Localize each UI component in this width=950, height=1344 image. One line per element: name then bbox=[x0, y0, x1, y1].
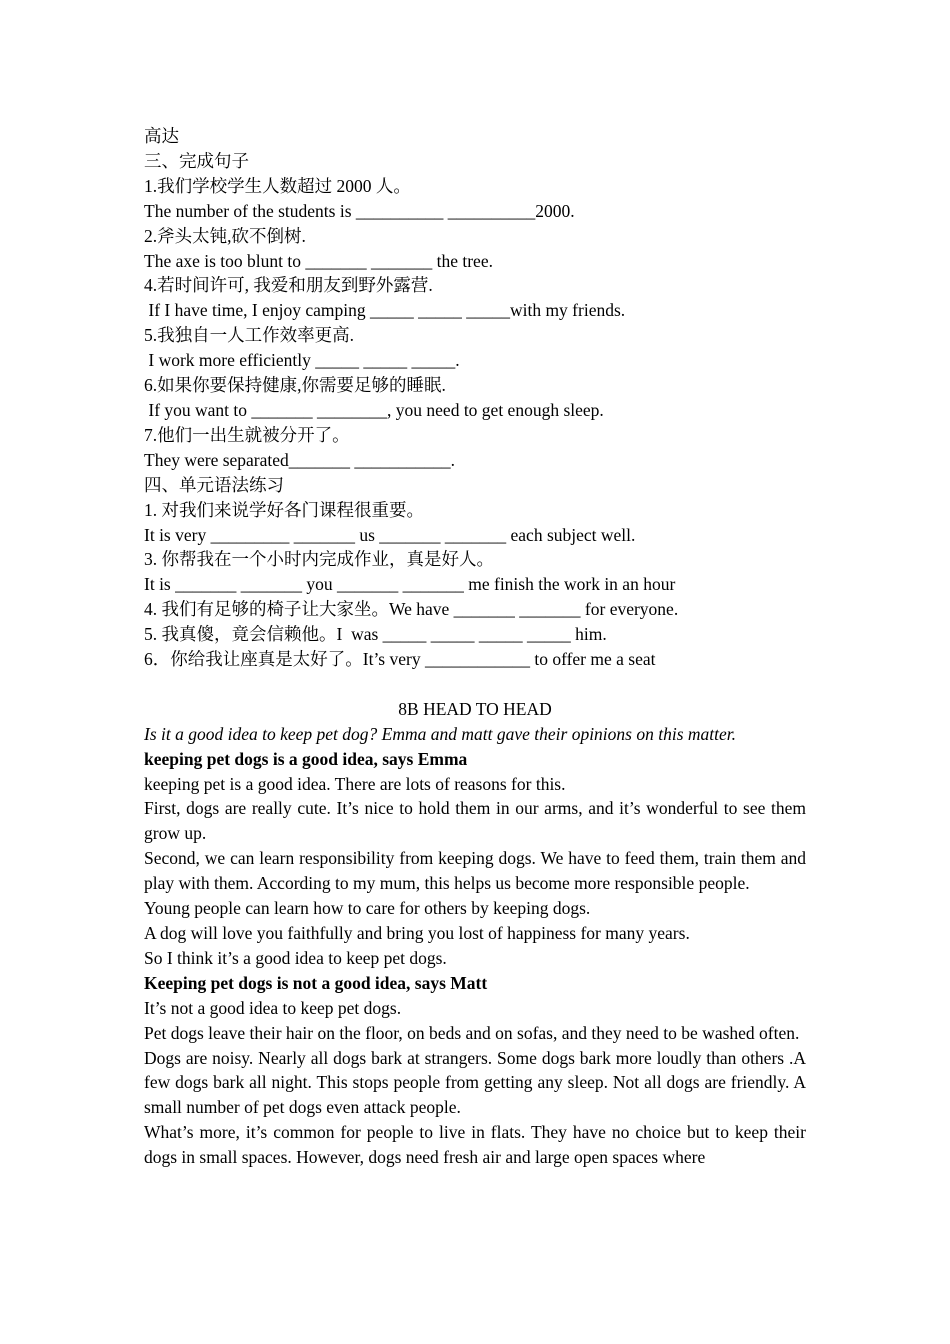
matt-paragraph: It’s not a good idea to keep pet dogs. bbox=[144, 997, 402, 1018]
exercise-section bbox=[144, 124, 806, 672]
question-blank-line: 4. 我们有足够的椅子让大家坐。We have _______ _______ for everyone. bbox=[144, 599, 679, 620]
question-prompt: 3. 你帮我在一个小时内完成作业，真是好人。 bbox=[144, 549, 494, 570]
question-blank-line: They were separated_______ ___________. bbox=[144, 449, 456, 470]
matt-heading: Keeping pet dogs is not a good idea, says Matt bbox=[144, 972, 488, 993]
text-line: 高达 bbox=[144, 126, 179, 146]
question-prompt: 7.他们一出生就被分开了。 bbox=[144, 424, 350, 445]
question-blank-line: 6．你给我让座真是太好了。It’s very ____________ to offer me a seat bbox=[144, 649, 656, 670]
emma-paragraph: So I think it’s a good idea to keep pet dogs. bbox=[144, 947, 447, 968]
matt-paragraph: What’s more, it’s common for people to live in flats. They have no choice but to keep their dogs in small spaces. However, dogs need fresh air and large open spaces where bbox=[144, 1122, 806, 1168]
spacer bbox=[144, 672, 806, 697]
section-heading-complete-sentences: 三、完成句子 bbox=[144, 150, 249, 171]
matt-paragraph: Pet dogs leave their hair on the floor, on beds and on sofas, and they need to be washed often. bbox=[144, 1022, 800, 1043]
reading-intro: Is it a good idea to keep pet dog? Emma and matt gave their opinions on this matter. bbox=[144, 723, 737, 744]
question-blank-line: The axe is too blunt to _______ _______ the tree. bbox=[144, 250, 493, 271]
question-blank-line: It is very _________ _______ us _______ _______ each subject well. bbox=[144, 524, 636, 545]
question-prompt: 1.我们学校学生人数超过 2000 人。 bbox=[144, 175, 411, 196]
question-prompt: 6.如果你要保持健康,你需要足够的睡眠. bbox=[144, 375, 446, 396]
section-heading-grammar-practice: 四、单元语法练习 bbox=[144, 474, 284, 495]
emma-paragraph: First, dogs are really cute. It’s nice to hold them in our arms, and it’s wonderful to see them grow up. bbox=[144, 798, 806, 844]
question-blank-line: The number of the students is __________ __________2000. bbox=[144, 200, 575, 221]
question-prompt: 4.若时间许可, 我爱和朋友到野外露营. bbox=[144, 275, 433, 296]
question-blank-line: 5. 我真傻，竟会信赖他。I was _____ _____ _____ _____ him. bbox=[144, 624, 607, 645]
emma-heading: keeping pet dogs is a good idea, says Emma bbox=[144, 748, 468, 769]
emma-paragraph: A dog will love you faithfully and bring you lost of happiness for many years. bbox=[144, 922, 690, 943]
question-blank-line: If you want to _______ ________, you need to get enough sleep. bbox=[144, 399, 604, 420]
question-prompt: 5.我独自一人工作效率更高. bbox=[144, 325, 354, 346]
question-blank-line: It is _______ _______ you _______ _______ me finish the work in an hour bbox=[144, 574, 676, 595]
emma-paragraph: keeping pet is a good idea. There are lots of reasons for this. bbox=[144, 773, 566, 794]
page-content bbox=[144, 124, 806, 1170]
question-prompt: 1. 对我们来说学好各门课程很重要。 bbox=[144, 499, 424, 520]
reading-title: 8B HEAD TO HEAD bbox=[398, 698, 552, 719]
reading-section bbox=[144, 697, 806, 1170]
matt-paragraph: Dogs are noisy. Nearly all dogs bark at strangers. Some dogs bark more loudly than others .A few dogs bark all night. This stops people from getting any sleep. Not all dogs are friendly. A small number of pet dogs even attack people. bbox=[144, 1047, 806, 1118]
question-blank-line: I work more efficiently _____ _____ _____. bbox=[144, 350, 460, 371]
emma-paragraph: Second, we can learn responsibility from keeping dogs. We have to feed them, train them and play with them. According to my mum, this helps us become more responsible people. bbox=[144, 848, 806, 894]
emma-paragraph: Young people can learn how to care for others by keeping dogs. bbox=[144, 898, 591, 919]
question-blank-line: If I have time, I enjoy camping _____ _____ _____with my friends. bbox=[144, 300, 626, 321]
question-prompt: 2.斧头太钝,砍不倒树. bbox=[144, 225, 306, 246]
